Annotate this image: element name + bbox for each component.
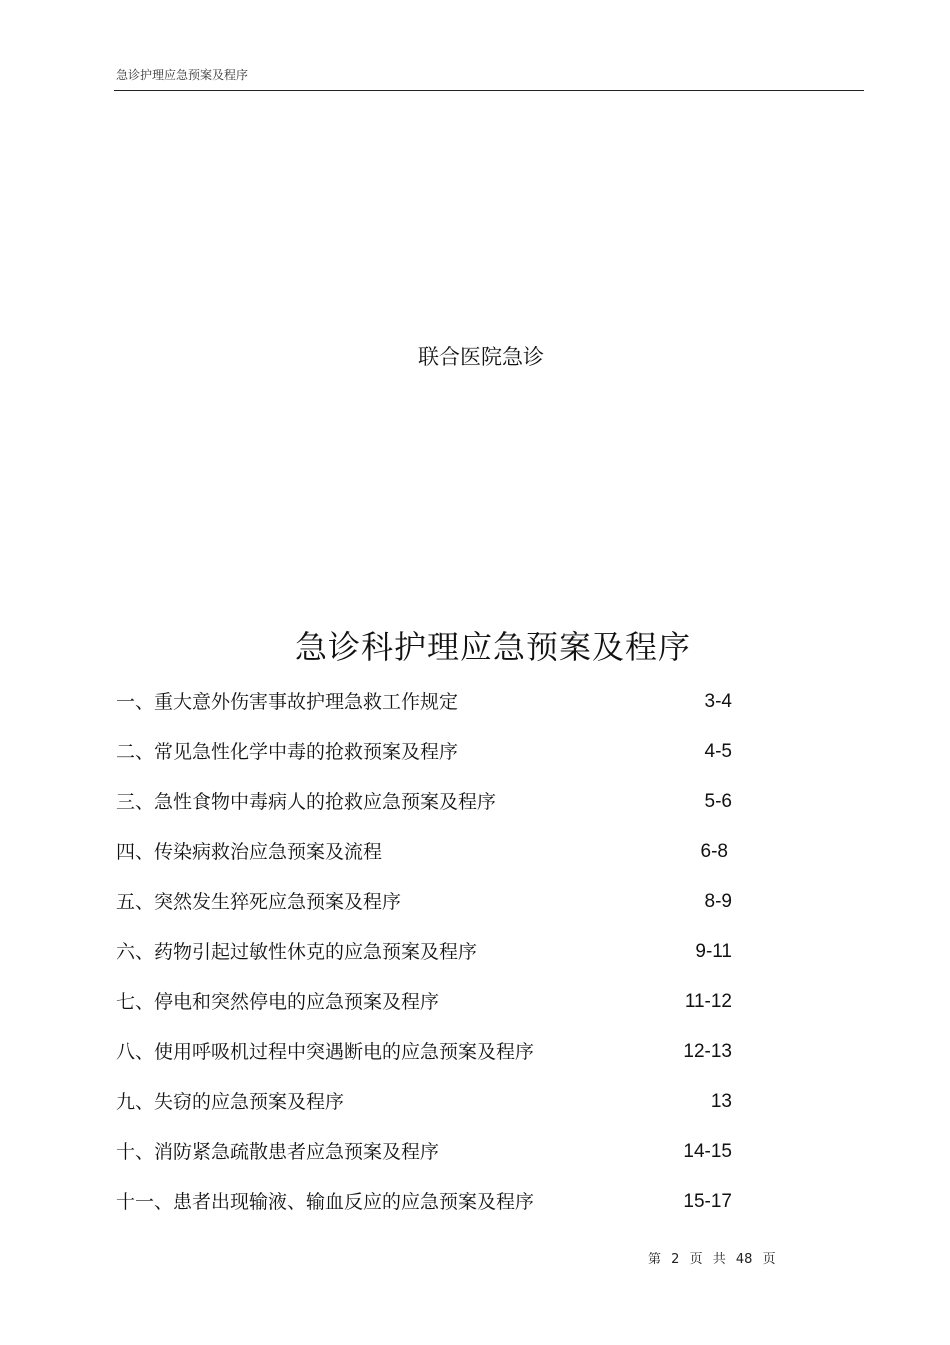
toc-entry-pages: 9-11 [695, 941, 732, 962]
toc-entry-title: 十、消防紧急疏散患者应急预案及程序 [116, 1141, 440, 1163]
toc-entry [116, 884, 756, 934]
toc-entry-pages: 4-5 [704, 741, 732, 762]
org-name: 联合医院急诊 [418, 345, 544, 369]
toc-entry-title: 九、失窃的应急预案及程序 [116, 1091, 345, 1113]
toc-entry-title: 二、常见急性化学中毒的抢救预案及程序 [116, 741, 459, 763]
footer-total-unit: 页 [762, 1252, 776, 1267]
toc-entry-pages: 14-15 [683, 1141, 732, 1162]
toc-entry [116, 984, 756, 1034]
toc-entry-title: 五、突然发生猝死应急预案及程序 [116, 891, 402, 913]
toc-entry [116, 1134, 756, 1184]
toc-entry [116, 1184, 756, 1234]
toc-entry [116, 1084, 756, 1134]
footer-page-number: 2 [671, 1252, 680, 1267]
toc-entry-pages: 11-12 [684, 991, 732, 1012]
footer-total-prefix: 共 [712, 1252, 726, 1267]
header-rule [114, 90, 864, 91]
toc-entry-title: 八、使用呼吸机过程中突遇断电的应急预案及程序 [116, 1041, 535, 1063]
toc-entry [116, 1034, 756, 1084]
toc-entry-pages: 8-9 [704, 891, 732, 912]
toc-entry [116, 934, 756, 984]
toc-entry-title: 四、传染病救治应急预案及流程 [116, 841, 383, 863]
toc-entry-title: 六、药物引起过敏性休克的应急预案及程序 [116, 941, 478, 963]
table-of-contents [116, 684, 756, 1234]
toc-entry-pages: 13 [710, 1091, 732, 1112]
toc-entry-pages: 15-17 [683, 1191, 732, 1212]
footer-prefix: 第 [648, 1252, 662, 1267]
toc-entry-pages: 12-13 [683, 1041, 732, 1062]
running-header: 急诊护理应急预案及程序 [116, 68, 249, 82]
toc-entry-title: 七、停电和突然停电的应急预案及程序 [116, 991, 440, 1013]
toc-entry [116, 834, 756, 884]
document-title: 急诊科护理应急预案及程序 [294, 628, 691, 666]
toc-entry-pages: 3-4 [704, 691, 732, 712]
toc-entry-pages: 5-6 [704, 791, 732, 812]
toc-entry [116, 734, 756, 784]
toc-entry [116, 784, 756, 834]
page-footer [648, 1248, 782, 1267]
footer-page-unit: 页 [689, 1252, 703, 1267]
toc-entry-title: 三、急性食物中毒病人的抢救应急预案及程序 [116, 791, 497, 813]
footer-total-pages: 48 [735, 1252, 753, 1267]
toc-entry-title: 十一、患者出现输液、输血反应的应急预案及程序 [116, 1191, 535, 1213]
toc-entry-title: 一、重大意外伤害事故护理急救工作规定 [116, 691, 459, 713]
toc-entry [116, 684, 756, 734]
toc-entry-pages: 6-8 [700, 841, 728, 862]
